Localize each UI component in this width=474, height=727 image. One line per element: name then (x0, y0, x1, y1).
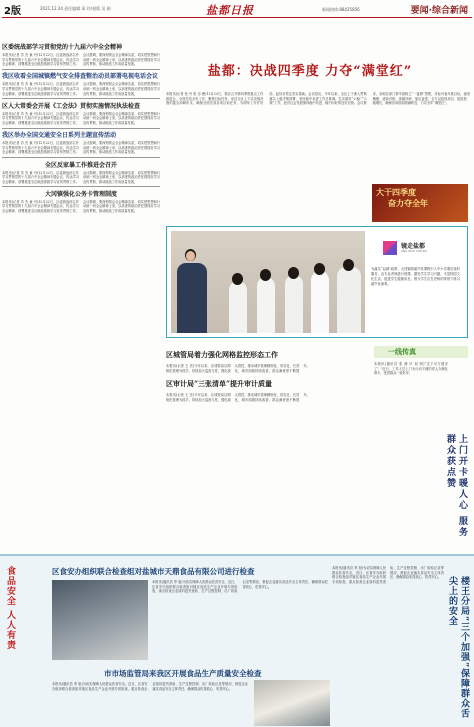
photo-feature-box (166, 226, 468, 338)
left-headline-3: 区人大常委会开展《工会法》贯彻实施情况执法检查 (2, 102, 141, 110)
slogan-line-2: 奋力夺全年 (388, 198, 428, 208)
left-article-1: 本报讯(记者 苏 杰 童 丹)12月22日，区委统战部召开学习贯彻党的十九届六中全会精神专题会议，传达学习全会精神，部署推进全区统战系统学习宣传贯彻工作。会议强调，要深刻领会全会精神实质，切实把思想和行动统一到全会精神上来，以高度的政治责任感抓好学习宣传贯彻，推动统战工作高质量发展。 (2, 53, 160, 67)
photo-caption: 为落实“双减”政策，大冈镇将葫芦丝课程引入中小学课后延时服务，由专业老师进行授课，激发学生学习兴趣，丰富校园文化生活，促进学生健康成长。图为学生们在老师的带领下练习葫芦丝演奏。 (371, 267, 461, 286)
section-name: 要闻·综合新闻 (410, 6, 468, 16)
left-article-2: 本报讯(记者 苏 杰 童 丹)12月22日，区委统战部召开学习贯彻党的十九届六中全会精神专题会议，传达学习全会精神，部署推进全区统战系统学习宣传贯彻工作。会议强调，要深刻领会全会精神实质，切实把思想和行动统一到全会精神上来，以高度的政治责任感抓好学习宣传贯彻，推动统战工作高质量发展。 (2, 82, 160, 96)
frontline-article: 本报讯(通讯员 张 静 庐 何 明)“这下可方便多了！”近日，工作人员上门为行动不便的老人办理社保卡，受到群众一致好评。 (374, 362, 448, 376)
left-headline-5: 全区反家暴工作推进会召开 (44, 161, 117, 169)
left-headline-6: 大冈镇强化公务卡管理制度 (44, 190, 117, 198)
left-headline-2: 我区收看全国城镇燃气安全排查整治动员部署电视电话会议 (2, 73, 159, 81)
frontline-label: 一线传真 (388, 347, 416, 356)
person-head (260, 269, 271, 281)
inspection-photo-2 (254, 680, 330, 726)
person-head (232, 273, 243, 285)
left-article-5: 本报讯(记者 苏 杰 童 丹)12月22日，区委统战部召开学习贯彻党的十九届六中全会精神专题会议，传达学习全会精神，部署推进全区统战系统学习宣传贯彻工作。会议强调，要深刻领会全会精神实质，切实把思想和行动统一到全会精神上来，以高度的政治责任感抓好学习宣传贯彻，推动统战工作高质量发展。 (2, 170, 160, 184)
left-headline-1: 区委统战部学习贯彻党的十九届六中全会精神 (2, 44, 123, 51)
divider (2, 186, 160, 187)
middle-article-2: 本报讯(记者 王 亮)今年以来，区城管局以网格化管理为抓手，持续加大巡查力度，强化源头管控，推动城市管理精细化、常态化、长效化，城市面貌持续改善，群众满意度不断提升。 (166, 393, 310, 402)
student-figure (229, 281, 247, 333)
teacher-figure (177, 263, 207, 333)
middle-column (166, 344, 368, 544)
food-safety-badge: 食品安全 人人有责 (5, 566, 15, 651)
middle-article-1: 本报讯(记者 王 亮)今年以来，区城管局以网格化管理为抓手，持续加大巡查力度，强化源头管控，推动城市管理精细化、常态化、长效化，城市面貌持续改善，群众满意度不断提升。 (166, 364, 310, 373)
food-safety-article-3: 本报讯(通讯员 李 旭)为切实保障人民群众饮食安全，近日，区食安办组织联合检查组对辖区食品生产企业开展专项检查，重点检查企业原料进货查验、生产过程控制、出厂检验记录等情况，督促企业落实食品安全主体责任，确保群众吃得放心、吃得安心。 (332, 566, 444, 584)
middle-headline-1: 区城管局着力强化网格监控形态工作 (166, 350, 278, 359)
column-logo-text: 镜走盐都 (401, 243, 426, 250)
student-figure (257, 277, 275, 333)
page-header (2, 2, 472, 18)
food-safety-headline-1: 区食安办组织联合检查组对盐城市天鼎食品有限公司进行检查 (52, 567, 255, 576)
left-article-6: 本报讯(记者 苏 杰 童 丹)12月22日，区委统战部召开学习贯彻党的十九届六中全会精神专题会议，传达学习全会精神，部署推进全区统战系统学习宣传贯彻工作。会议强调，要深刻领会全会精神实质，切实把思想和行动统一到全会精神上来，以高度的政治责任感抓好学习宣传贯彻，推动统战工作高质量发展。 (2, 199, 160, 214)
lead-article-body: 本报讯(记者 张 丹 张 亦 俊)12月23日，我区召开第四季度重点工作推进会，全面总结全年工作，聚焦目标任务，动员全区上下以决战决胜的姿态冲刺年末，确保全面完成各项目标任务，为明年工作开好局、起好步奠定坚实基础。会议指出，今年以来，全区上下深入贯彻落实上级决策部署，坚持稳中求进工作总基调，扎实做好“六稳”“六保”工作，经济社会发展保持稳中有进、稳中向好的良好态势。会议要求，各地各部门要牢固树立“一盘棋”思想，对标对表年度目标，逐项梳理、逐条对账，查漏补缺、加压奋进，全力以赴抓项目、促投资、稳增长，确保各项指标圆满收官，力夺全年“满堂红”。 (166, 92, 470, 106)
slogan-banner (372, 184, 468, 222)
column-logo (371, 239, 463, 257)
food-safety-headline-2: 市市场监管局来我区开展食品生产质量安全检查 (104, 669, 262, 678)
divider (2, 98, 160, 99)
column-logo-subtext: JING ZOU YAN DU (401, 249, 428, 253)
food-safety-feature (0, 554, 474, 727)
edition-number: 2版 (4, 6, 21, 17)
edition-meta: 2021.12.24 责任编辑 章 玲/视版 吴 娟 (40, 6, 111, 11)
food-safety-article-2: 本报讯(通讯员 李 旭)为切实保障人民群众饮食安全，近日，区食安办组织联合检查组对辖区食品生产企业开展专项检查，重点检查企业原料进货查验、生产过程控制、出厂检验记录等情况，督促企业落实食品安全主体责任，确保群众吃得放心、吃得安心。 (52, 682, 248, 691)
student-figure (311, 271, 329, 333)
middle-headline-2: 区审计局“三张清单”提升审计质量 (166, 379, 273, 389)
frontline-label-box (374, 346, 468, 358)
person-head (288, 267, 299, 279)
food-safety-vertical-headline: 楼王分局“三个加强”保障群众舌尖上的安全 (447, 576, 469, 719)
frontline-vertical-title: 上门开卡暖人心 服务群众获点赞 (445, 434, 467, 539)
news-hotline: 新闻热线:88425856 (322, 7, 360, 12)
divider (2, 128, 160, 129)
food-safety-article-1: 本报讯(通讯员 李 旭)为切实保障人民群众饮食安全，近日，区食安办组织联合检查组对辖区食品生产企业开展专项检查，重点检查企业原料进货查验、生产过程控制、出厂检验记录等情况，督促企业落实食品安全主体责任，确保群众吃得放心、吃得安心。 (152, 580, 328, 594)
person-face (186, 251, 195, 261)
left-headline-4: 我区举办全国交通安全日系列主题宣传活动 (2, 132, 117, 140)
column-logo-icon (383, 241, 397, 255)
person-head (343, 259, 354, 271)
left-article-3: 本报讯(记者 苏 杰 童 丹)12月22日，区委统战部召开学习贯彻党的十九届六中全会精神专题会议，传达学习全会精神，部署推进全区统战系统学习宣传贯彻工作。会议强调，要深刻领会全会精神实质，切实把思想和行动统一到全会精神上来，以高度的政治责任感抓好学习宣传贯彻，推动统战工作高质量发展。 (2, 111, 160, 125)
feature-photo (171, 231, 365, 333)
left-article-4: 本报讯(记者 苏 杰 童 丹)12月22日，区委统战部召开学习贯彻党的十九届六中全会精神专题会议，传达学习全会精神，部署推进全区统战系统学习宣传贯彻工作。会议强调，要深刻领会全会精神实质，切实把思想和行动统一到全会精神上来，以高度的政治责任感抓好学习宣传贯彻，推动统战工作高质量发展。 (2, 141, 160, 155)
person-head (314, 263, 325, 275)
inspection-photo-1 (52, 580, 148, 660)
masthead-logo: 盐都日报 (206, 4, 254, 17)
student-figure (337, 267, 361, 333)
student-figure (285, 275, 303, 333)
divider (2, 69, 160, 70)
lead-headline: 盐都：决战四季度 力夺“满堂红” (207, 64, 413, 79)
left-column (2, 40, 160, 550)
divider (2, 157, 160, 158)
frontline-column (372, 344, 470, 548)
slogan-line-1: 大干四季度 (376, 187, 416, 197)
